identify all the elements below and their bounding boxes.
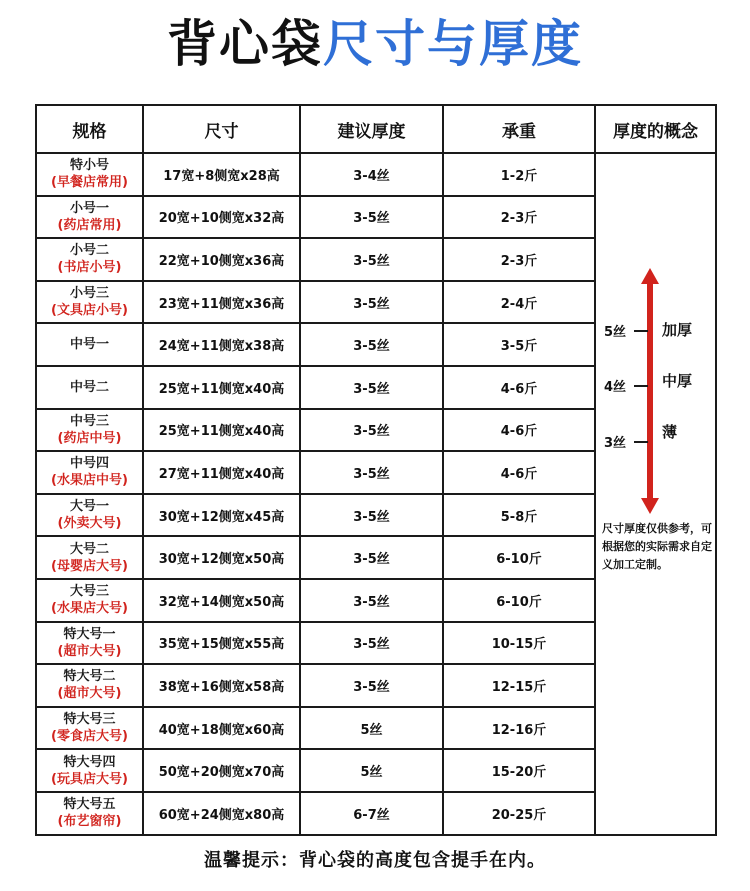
load-cell: 3-5斤	[443, 323, 595, 366]
spec-name: 中号三	[69, 413, 109, 429]
load-cell: 2-3斤	[443, 238, 595, 281]
spec-cell	[36, 451, 143, 494]
tick-label: 5丝	[604, 325, 627, 340]
load-cell: 2-3斤	[443, 196, 595, 239]
level-label: 加厚	[662, 321, 693, 339]
spec-cell	[36, 536, 143, 579]
spec-cell	[36, 792, 143, 835]
size-cell: 23宽+11侧宽x36高	[143, 281, 300, 324]
thickness-cell: 5丝	[300, 749, 443, 792]
page-title	[0, 8, 750, 80]
load-cell: 1-2斤	[443, 153, 595, 196]
spec-use: (药店常用)	[57, 217, 122, 233]
tick-mark	[634, 385, 648, 387]
spec-cell	[36, 664, 143, 707]
load-cell: 4-6斤	[443, 366, 595, 409]
spec-use: (母婴店大号)	[51, 558, 128, 574]
thickness-cell: 3-5丝	[300, 494, 443, 537]
spec-name: 小号一	[69, 200, 109, 216]
size-cell: 27宽+11侧宽x40高	[143, 451, 300, 494]
reference-note: 尺寸厚度仅供参考，可根据您的实际需求自定义加工定制。	[602, 522, 712, 571]
spec-cell	[36, 238, 143, 281]
load-cell: 20-25斤	[443, 792, 595, 835]
header-thickness: 建议厚度	[300, 105, 443, 153]
spec-use: (超市大号)	[57, 686, 122, 702]
thickness-cell: 3-5丝	[300, 451, 443, 494]
spec-cell	[36, 409, 143, 452]
size-cell: 17宽+8侧宽x28高	[143, 153, 300, 196]
load-cell: 6-10斤	[443, 536, 595, 579]
thickness-cell: 3-5丝	[300, 238, 443, 281]
thickness-cell: 5丝	[300, 707, 443, 750]
spec-table	[35, 104, 717, 836]
size-cell: 30宽+12侧宽x45高	[143, 494, 300, 537]
spec-use: (书店小号)	[57, 260, 122, 276]
tick-mark	[634, 330, 648, 332]
spec-use: (文具店小号)	[51, 303, 128, 319]
spec-cell	[36, 196, 143, 239]
thickness-cell: 3-5丝	[300, 579, 443, 622]
spec-name: 小号三	[69, 286, 109, 302]
header-row	[36, 105, 716, 153]
footer-tip: 温馨提示：背心袋的高度包含提手在内。	[204, 850, 546, 871]
spec-name: 特大号三	[63, 712, 116, 728]
spec-cell	[36, 749, 143, 792]
size-cell: 22宽+10侧宽x36高	[143, 238, 300, 281]
spec-use: (外卖大号)	[57, 516, 122, 532]
spec-use: (早餐店常用)	[51, 175, 128, 191]
load-cell: 6-10斤	[443, 579, 595, 622]
spec-name: 特大号二	[63, 669, 116, 685]
spec-cell	[36, 622, 143, 665]
spec-name: 大号三	[69, 584, 109, 600]
level-label: 中厚	[662, 372, 693, 390]
header-spec: 规格	[36, 105, 143, 153]
thickness-cell: 3-5丝	[300, 196, 443, 239]
spec-cell	[36, 323, 143, 366]
thickness-scale	[596, 154, 715, 830]
size-cell: 30宽+12侧宽x50高	[143, 536, 300, 579]
load-cell: 12-15斤	[443, 664, 595, 707]
load-cell: 4-6斤	[443, 451, 595, 494]
spec-use: (水果店中号)	[51, 473, 128, 489]
spec-use: (药店中号)	[57, 430, 122, 446]
spec-cell	[36, 153, 143, 196]
thickness-cell: 6-7丝	[300, 792, 443, 835]
spec-use: (水果店大号)	[51, 601, 128, 617]
thickness-cell: 3-5丝	[300, 622, 443, 665]
thickness-cell: 3-5丝	[300, 323, 443, 366]
thickness-cell: 3-5丝	[300, 281, 443, 324]
thickness-cell: 3-5丝	[300, 366, 443, 409]
spec-cell	[36, 281, 143, 324]
spec-use: (玩具店大号)	[51, 771, 128, 787]
spec-cell	[36, 579, 143, 622]
thickness-cell: 3-5丝	[300, 664, 443, 707]
load-cell: 4-6斤	[443, 409, 595, 452]
load-cell: 15-20斤	[443, 749, 595, 792]
spec-name: 小号二	[69, 243, 109, 259]
spec-cell	[36, 707, 143, 750]
tick-mark	[634, 441, 648, 443]
spec-name: 大号二	[69, 541, 109, 557]
spec-use: (布艺窗帘)	[57, 814, 122, 830]
table-row	[36, 153, 716, 196]
spec-use: (超市大号)	[57, 643, 122, 659]
spec-name: 特大号五	[63, 797, 116, 813]
size-cell: 24宽+11侧宽x38高	[143, 323, 300, 366]
thickness-cell: 3-5丝	[300, 409, 443, 452]
size-cell: 20宽+10侧宽x32高	[143, 196, 300, 239]
level-label: 薄	[662, 423, 678, 441]
concept-cell	[595, 153, 716, 835]
tick-label: 3丝	[604, 436, 627, 451]
size-cell: 25宽+11侧宽x40高	[143, 366, 300, 409]
spec-name: 特小号	[69, 158, 109, 174]
arrow-down-icon	[641, 498, 659, 514]
header-concept: 厚度的概念	[595, 105, 716, 153]
load-cell: 12-16斤	[443, 707, 595, 750]
load-cell: 2-4斤	[443, 281, 595, 324]
tick-label: 4丝	[604, 380, 627, 395]
header-load: 承重	[443, 105, 595, 153]
size-cell: 40宽+18侧宽x60高	[143, 707, 300, 750]
size-cell: 25宽+11侧宽x40高	[143, 409, 300, 452]
spec-name: 大号一	[69, 499, 109, 515]
spec-name: 中号四	[69, 456, 109, 472]
size-cell: 50宽+20侧宽x70高	[143, 749, 300, 792]
size-cell: 38宽+16侧宽x58高	[143, 664, 300, 707]
spec-name: 中号二	[69, 379, 109, 395]
load-cell: 5-8斤	[443, 494, 595, 537]
header-size: 尺寸	[143, 105, 300, 153]
title-part-blue: 尺寸与厚度	[323, 15, 583, 73]
spec-cell	[36, 366, 143, 409]
spec-name: 特大号一	[63, 626, 116, 642]
spec-name: 中号一	[69, 337, 109, 353]
size-cell: 32宽+14侧宽x50高	[143, 579, 300, 622]
spec-use: (零食店大号)	[51, 729, 128, 745]
spec-cell	[36, 494, 143, 537]
size-cell: 35宽+15侧宽x55高	[143, 622, 300, 665]
thickness-cell: 3-5丝	[300, 536, 443, 579]
scale-line	[647, 282, 653, 506]
title-part-black: 背心袋	[167, 15, 323, 73]
load-cell: 10-15斤	[443, 622, 595, 665]
spec-name: 特大号四	[63, 754, 116, 770]
size-cell: 60宽+24侧宽x80高	[143, 792, 300, 835]
thickness-cell: 3-4丝	[300, 153, 443, 196]
